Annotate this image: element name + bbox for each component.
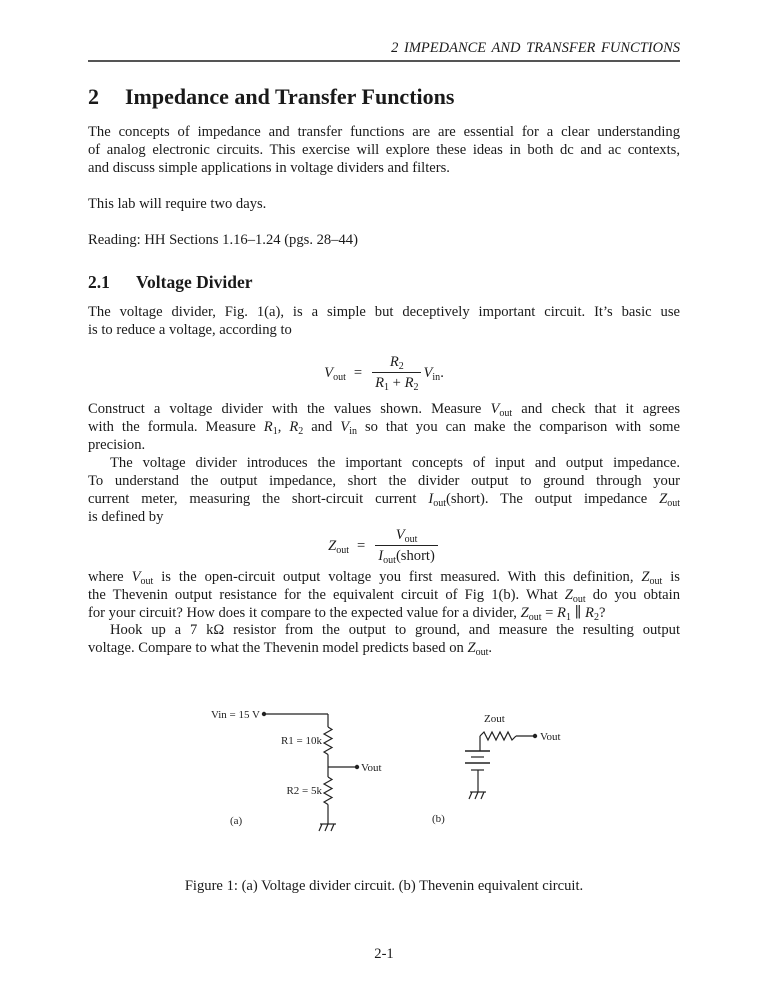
text-line: of analog electronic circuits. This exercise will explore these ideas in both dc and ac contexts, — [88, 142, 680, 158]
section-title: Impedance and Transfer Functions — [125, 84, 455, 109]
panel-b-label: (b) — [432, 813, 445, 825]
section-heading — [88, 84, 454, 110]
subsection-title: Voltage Divider — [136, 272, 253, 292]
text-line: is to reduce a voltage, according to — [88, 322, 292, 338]
text-line: precision. — [88, 437, 146, 453]
eq1-equals: = — [353, 364, 363, 381]
r1-resistor-icon — [324, 727, 332, 755]
zout-resistor-icon — [480, 732, 516, 740]
text-line: current meter, measuring the short-circuit current $I_{out}(short)$. The output impedance $Z_{out}$ — [88, 491, 681, 509]
math-variable: $Z_{out}$ — [659, 491, 681, 509]
math-variable: $Z_{out}$ — [520, 605, 542, 623]
math-variable: $R_1$ — [263, 419, 278, 437]
text-line: for your circuit? How does it compare to the expected value for a divider, $Z_{out} = R_1$ ∥ $R_2$? — [88, 605, 606, 623]
subsection-number: 2.1 — [88, 272, 110, 292]
voltage-divider-circuit — [262, 712, 358, 831]
eq1-lhs: $V_{out}$ — [324, 364, 346, 383]
thevenin-circuit — [465, 732, 537, 799]
voltage-divider-equation: $V_{out}$ = $\frac{R_2}{R_1 + R_2}$ $V_{in}$ . — [324, 354, 444, 393]
running-header: 2 IMPEDANCE AND TRANSFER FUNCTIONS — [391, 40, 680, 56]
math-variable: $V_{out}$ — [131, 569, 154, 587]
math-variable: $R_2$ — [585, 605, 599, 623]
math-variable: $Z_{out}$ — [467, 640, 489, 658]
load-paragraph — [88, 621, 680, 657]
text-line: The voltage divider, Fig. 1(a), is a simple but deceptively important circuit. It’s basic use — [88, 304, 680, 320]
text-line: the Thevenin output resistance for the equivalent circuit of Fig 1(b). What $Z_{out}$ do you obtain — [88, 587, 680, 605]
text-line: Hook up a 7 kΩ resistor from the output to ground, and measure the resulting output — [110, 622, 680, 638]
eq1-rhs: $V_{in}$ — [423, 364, 441, 383]
text-line: To understand the output impedance, short the divider output to ground through your — [88, 473, 680, 489]
subsection-heading — [88, 272, 253, 293]
vout-b-label: Vout — [540, 731, 561, 743]
math-variable: $I_{out}$ — [428, 491, 446, 509]
construct-paragraph — [88, 400, 680, 454]
r2-resistor-icon — [324, 777, 332, 805]
math-variable: $R_2$ — [289, 419, 304, 437]
text-line: and discuss simple applications in voltage dividers and filters. — [88, 160, 450, 176]
ground-b-icon — [469, 792, 486, 799]
divider-intro-paragraph — [88, 303, 680, 339]
eq2-equals: = — [357, 537, 366, 554]
text-line: where $V_{out}$ is the open-circuit output voltage you first measured. With this definition, $Z_{out}$ is — [88, 569, 680, 587]
text-line: The voltage divider introduces the important concepts of input and output impedance. — [110, 455, 680, 471]
vout-a-label: Vout — [361, 762, 382, 774]
output-impedance-equation — [88, 527, 680, 565]
duration-note — [88, 195, 680, 213]
intro-paragraph — [88, 123, 680, 177]
eq2-lhs: $Z_{out}$ — [328, 537, 350, 556]
math-variable: $V_{out}$ — [490, 401, 513, 419]
math-variable: $V_{in}$ — [340, 419, 357, 437]
text-line: Construct a voltage divider with the values shown. Measure $V_{out}$ and check that it agrees — [88, 401, 680, 419]
impedance-paragraph — [88, 454, 680, 526]
zout-label: Zout — [484, 713, 505, 725]
text-line: voltage. Compare to what the Thevenin model predicts based on $Z_{out}$. — [88, 640, 493, 658]
section-number: 2 — [88, 84, 99, 109]
reading-note — [88, 231, 680, 249]
circuit-figure — [0, 700, 768, 840]
r1-label: R1 = 10k — [280, 735, 322, 747]
math-variable: $Z_{out}$ — [564, 587, 586, 605]
text-line: with the formula. Measure $R_1$, $R_2$ and $V_{in}$ so that you can make the comparison with some — [88, 419, 681, 437]
math-variable: $Z_{out}$ — [641, 569, 663, 587]
page-number: 2-1 — [374, 946, 394, 962]
figure-caption: Figure 1: (a) Voltage divider circuit. (b) Thevenin equivalent circuit. — [184, 878, 584, 894]
r2-label: R2 = 5k — [286, 785, 322, 797]
eq1-fraction: $\frac{R_2}{R_1 + R_2}$ — [372, 354, 421, 392]
thevenin-paragraph — [88, 568, 680, 622]
battery-icon — [465, 751, 490, 770]
text-line: is defined by — [88, 509, 164, 525]
text-line: The concepts of impedance and transfer functions are are essential for a clear understanding — [88, 124, 680, 140]
math-variable: $R_1$ — [557, 605, 571, 623]
ground-a-icon — [319, 824, 336, 831]
text-line: Reading: HH Sections 1.16–1.24 (pgs. 28–44) — [88, 232, 358, 248]
panel-a-label: (a) — [230, 815, 243, 827]
vin-label: Vin = 15 V — [210, 709, 260, 721]
header-rule — [88, 60, 680, 62]
eq2-fraction: $\frac{V_{out}}{I_{out}(short)}$ — [375, 527, 438, 565]
text-line: This lab will require two days. — [88, 196, 267, 212]
